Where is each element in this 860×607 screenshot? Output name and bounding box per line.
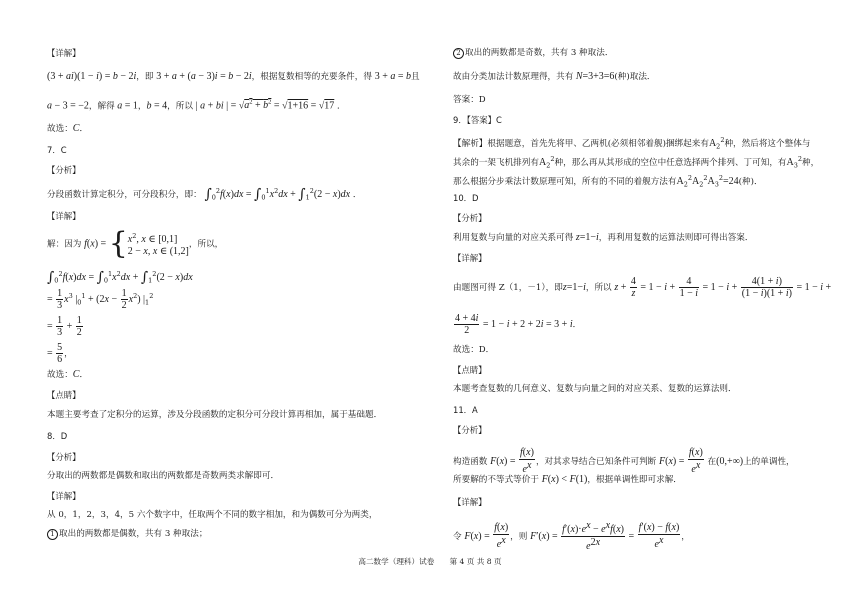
complex-intro: 由题图可得 Z（1，－1），即: [453, 283, 563, 293]
complex-computation-line: 由题图可得 Z（1，－1），即z=1−i，所以 z + $\frac{4}{z}$ = 1 − i + $\frac{4}{1 - i}$ = 1 − i + $\frac{4(1 + i)}{(1 - i)(1 + i)}$ = 1 − i +: [453, 276, 832, 299]
case-one-text: 取出的两数都是偶数，共有 3 种取法；: [59, 529, 208, 539]
section-heading-analysis: 【分析】: [47, 165, 81, 175]
answer-line-2: 故选：C．: [47, 369, 89, 380]
section-heading-comment: 【点睛】: [47, 390, 81, 400]
analysis-text: 分段函数计算定积分，可分段积分，即： $\int_0^2f(x)dx = \int_0^1x^2dx + \int_1^2(2 - x)dx$ ．: [47, 186, 362, 203]
circled-number: 1: [47, 529, 58, 540]
count-text: 故由分类加法计数原理得，共有: [453, 72, 574, 82]
integral-result: = $\frac{5}{6}$ ，: [47, 342, 73, 365]
construct-text: 构造函数: [453, 456, 488, 467]
answer-line-3: 答案：D: [453, 95, 486, 105]
analysis-sentence: 分段函数计算定积分，可分段积分，即：: [47, 189, 202, 200]
construct-mid: ，对其求导结合已知条件可判断: [535, 456, 657, 467]
section-heading-comment-2: 【点睛】: [453, 365, 487, 375]
answer-label: 故选：: [47, 124, 73, 134]
answer-line: 故选：C．: [47, 123, 89, 134]
solve-text: 解得: [97, 101, 115, 112]
analysis-9b-tail: 种，: [802, 157, 820, 168]
analysis-9c-text: 那么根据分步乘法计数原理可知，所有的不同的着舰方法有: [453, 176, 677, 187]
answer-choice-2: C: [72, 369, 80, 380]
inequality-text: 所要解的不等式等价于: [453, 475, 539, 485]
equation-line: (3 + ai)(1 − i) = b − 2i，即 3 + a + (a − 3)i = b − 2i，根据复数相等的充要条件，得 3 + a = b且: [47, 71, 420, 82]
analysis-9b-text: 其余的一架飞机排列有: [453, 157, 539, 168]
inequality-tail: ，根据单调性即可求解．: [587, 475, 682, 485]
section-heading-detail-3: 【详解】: [47, 491, 81, 501]
analysis-line-9a: 【解析】根据题意，首先先将甲、乙两机(必须相邻着舰)捆绑起来有$A_2^2$种，然后将这个整体与: [453, 136, 811, 151]
section-heading-analysis-2: 【分析】: [47, 452, 81, 462]
derivative-line: 令 F(x) = $\frac{f(x)}{e^x}$ ，则 F′(x) = $\frac{f'(x)\cdot e^x - e^xf(x)}{e^{2x}}$ = $\frac{f'(x) - f(x)}{e^x}$ ，: [453, 520, 690, 552]
solve-line: a − 3 = −2，解得 a = 1，b = 4，所以 | a + bi | = $√a^2 + b^2 = √1+16 = √17$ ．: [47, 99, 346, 112]
so-text: ，所以: [167, 101, 193, 112]
section-heading-detail: 【详解】: [47, 48, 81, 58]
analysis-10-text: 利用复数与向量的对应关系可得: [453, 233, 574, 243]
answer-choice: C: [72, 123, 80, 134]
analysis-line-9c: 那么根据分步乘法计数原理可知，所有的不同的着舰方法有$A_2^2A_2^2A_3^2=24$(种)．: [453, 174, 763, 189]
derivative-mid: ，则: [510, 531, 528, 542]
analysis-9a-tail: 种，然后将这个整体与: [724, 138, 811, 149]
section-heading-detail-5: 【详解】: [453, 497, 487, 507]
tail-text: ，所以，: [188, 239, 224, 250]
analysis-text-2: 分取出的两数都是偶数和取出的两数都是奇数两类求解即可．: [47, 471, 280, 481]
analysis-9a-text: 【解析】根据题意，首先先将甲、乙两机(必须相邻着舰)捆绑起来有: [453, 138, 709, 149]
inequality-line: 所要解的不等式等价于 F(x) < F(1)，根据单调性即可求解．: [453, 474, 682, 485]
answer-label-2: 故选：: [47, 370, 73, 380]
analysis-line-9b: 其余的一架飞机排列有$A_2^2$种，那么再从其形成的空位中任意选择两个排列、丁可知，有$A_3^2$种，: [453, 155, 820, 170]
question-number: 7．C: [47, 145, 67, 155]
section-heading-detail-2: 【详解】: [47, 211, 81, 221]
integral-step-3: = $\frac{1}{3}$ + $\frac{1}{2}$: [47, 315, 82, 338]
analysis-text-10: 利用复数与向量的对应关系可得 z=1−i，再利用复数的运算法则即可得出答案．: [453, 232, 754, 243]
question-number-10: 10．D: [453, 193, 479, 203]
analysis-9b-mid: 种，那么再从其形成的空位中任意选择两个排列、丁可知，有: [554, 157, 787, 168]
piecewise-function-line: 解：因为 f(x) = { $x^2$, x ∈ [0,1] 2 − x, x ∈ (1,2] ，所以，: [47, 226, 224, 261]
case-two-text: 取出的两数都是奇数，共有 3 种取法．: [465, 48, 614, 58]
case-one: [47, 528, 207, 540]
intro-text: 解：因为: [47, 239, 82, 250]
case-two: [453, 47, 613, 59]
integral-step-2: = $\frac{1}{3}$ $x^3$ $|_0^1 + (2x$ − $\frac{1}{2}$ $x^2$) $|_1^2$: [47, 288, 154, 311]
derivative-let: 令: [453, 531, 462, 542]
count-tail: (种)取法．: [614, 72, 656, 82]
section-heading-detail-4: 【详解】: [453, 253, 487, 263]
comment-text-2: 本题考查复数的几何意义、复数与向量之间的对应关系、复数的运算法则．: [453, 384, 737, 394]
complex-result-line: $\frac{4 + 4i}{2}$ = 1 − i + 2 + 2i = 3 + i．: [455, 313, 582, 336]
comment-text: 本题主要考查了定积分的运算，涉及分段函数的定积分可分段计算再相加，属于基础题．: [47, 410, 383, 420]
conjunction-text: 且: [410, 72, 420, 82]
question-number-8: 8．D: [47, 431, 68, 441]
answer-line-4: 故选：D．: [453, 345, 495, 355]
detail-text: 从 0，1，2，3，4，5 六个数字中，任取两个不同的数字相加，和为偶数可分为两类，: [47, 510, 378, 520]
explanation-text: ，根据复数相等的充要条件，得: [251, 72, 372, 82]
section-heading-analysis-3: 【分析】: [453, 213, 487, 223]
construct-tail: 上的单调性，: [743, 456, 795, 467]
construct-function-line: 构造函数 F(x) = $\frac{f(x)}{e^x}$ ，对其求导结合已知条件可判断 F(x) = $\frac{f(x)}{e^x}$ 在(0,+∞)上的单调性，: [453, 447, 795, 475]
integral-step-1: $\int_0^2f(x)dx = \int_0^1x^2dx + \int_1^2(2 - x)dx$: [47, 269, 193, 286]
complex-so: ，所以: [585, 283, 612, 293]
section-heading-analysis-4: 【分析】: [453, 425, 487, 435]
analysis-10-tail: ，再利用复数的运算法则即可得出答案．: [598, 233, 754, 243]
count-line: 故由分类加法计数原理得，共有 N=3+3=6(种)取法．: [453, 71, 656, 82]
question-number-9: 9．【答案】C: [453, 115, 502, 125]
page-footer: 高二数学（理科）试卷 第 4 页 共 8 页: [358, 557, 502, 566]
question-number-11: 11．A: [453, 405, 478, 415]
circled-number-2: 2: [453, 48, 464, 59]
analysis-9c-tail: (种)．: [738, 176, 763, 187]
